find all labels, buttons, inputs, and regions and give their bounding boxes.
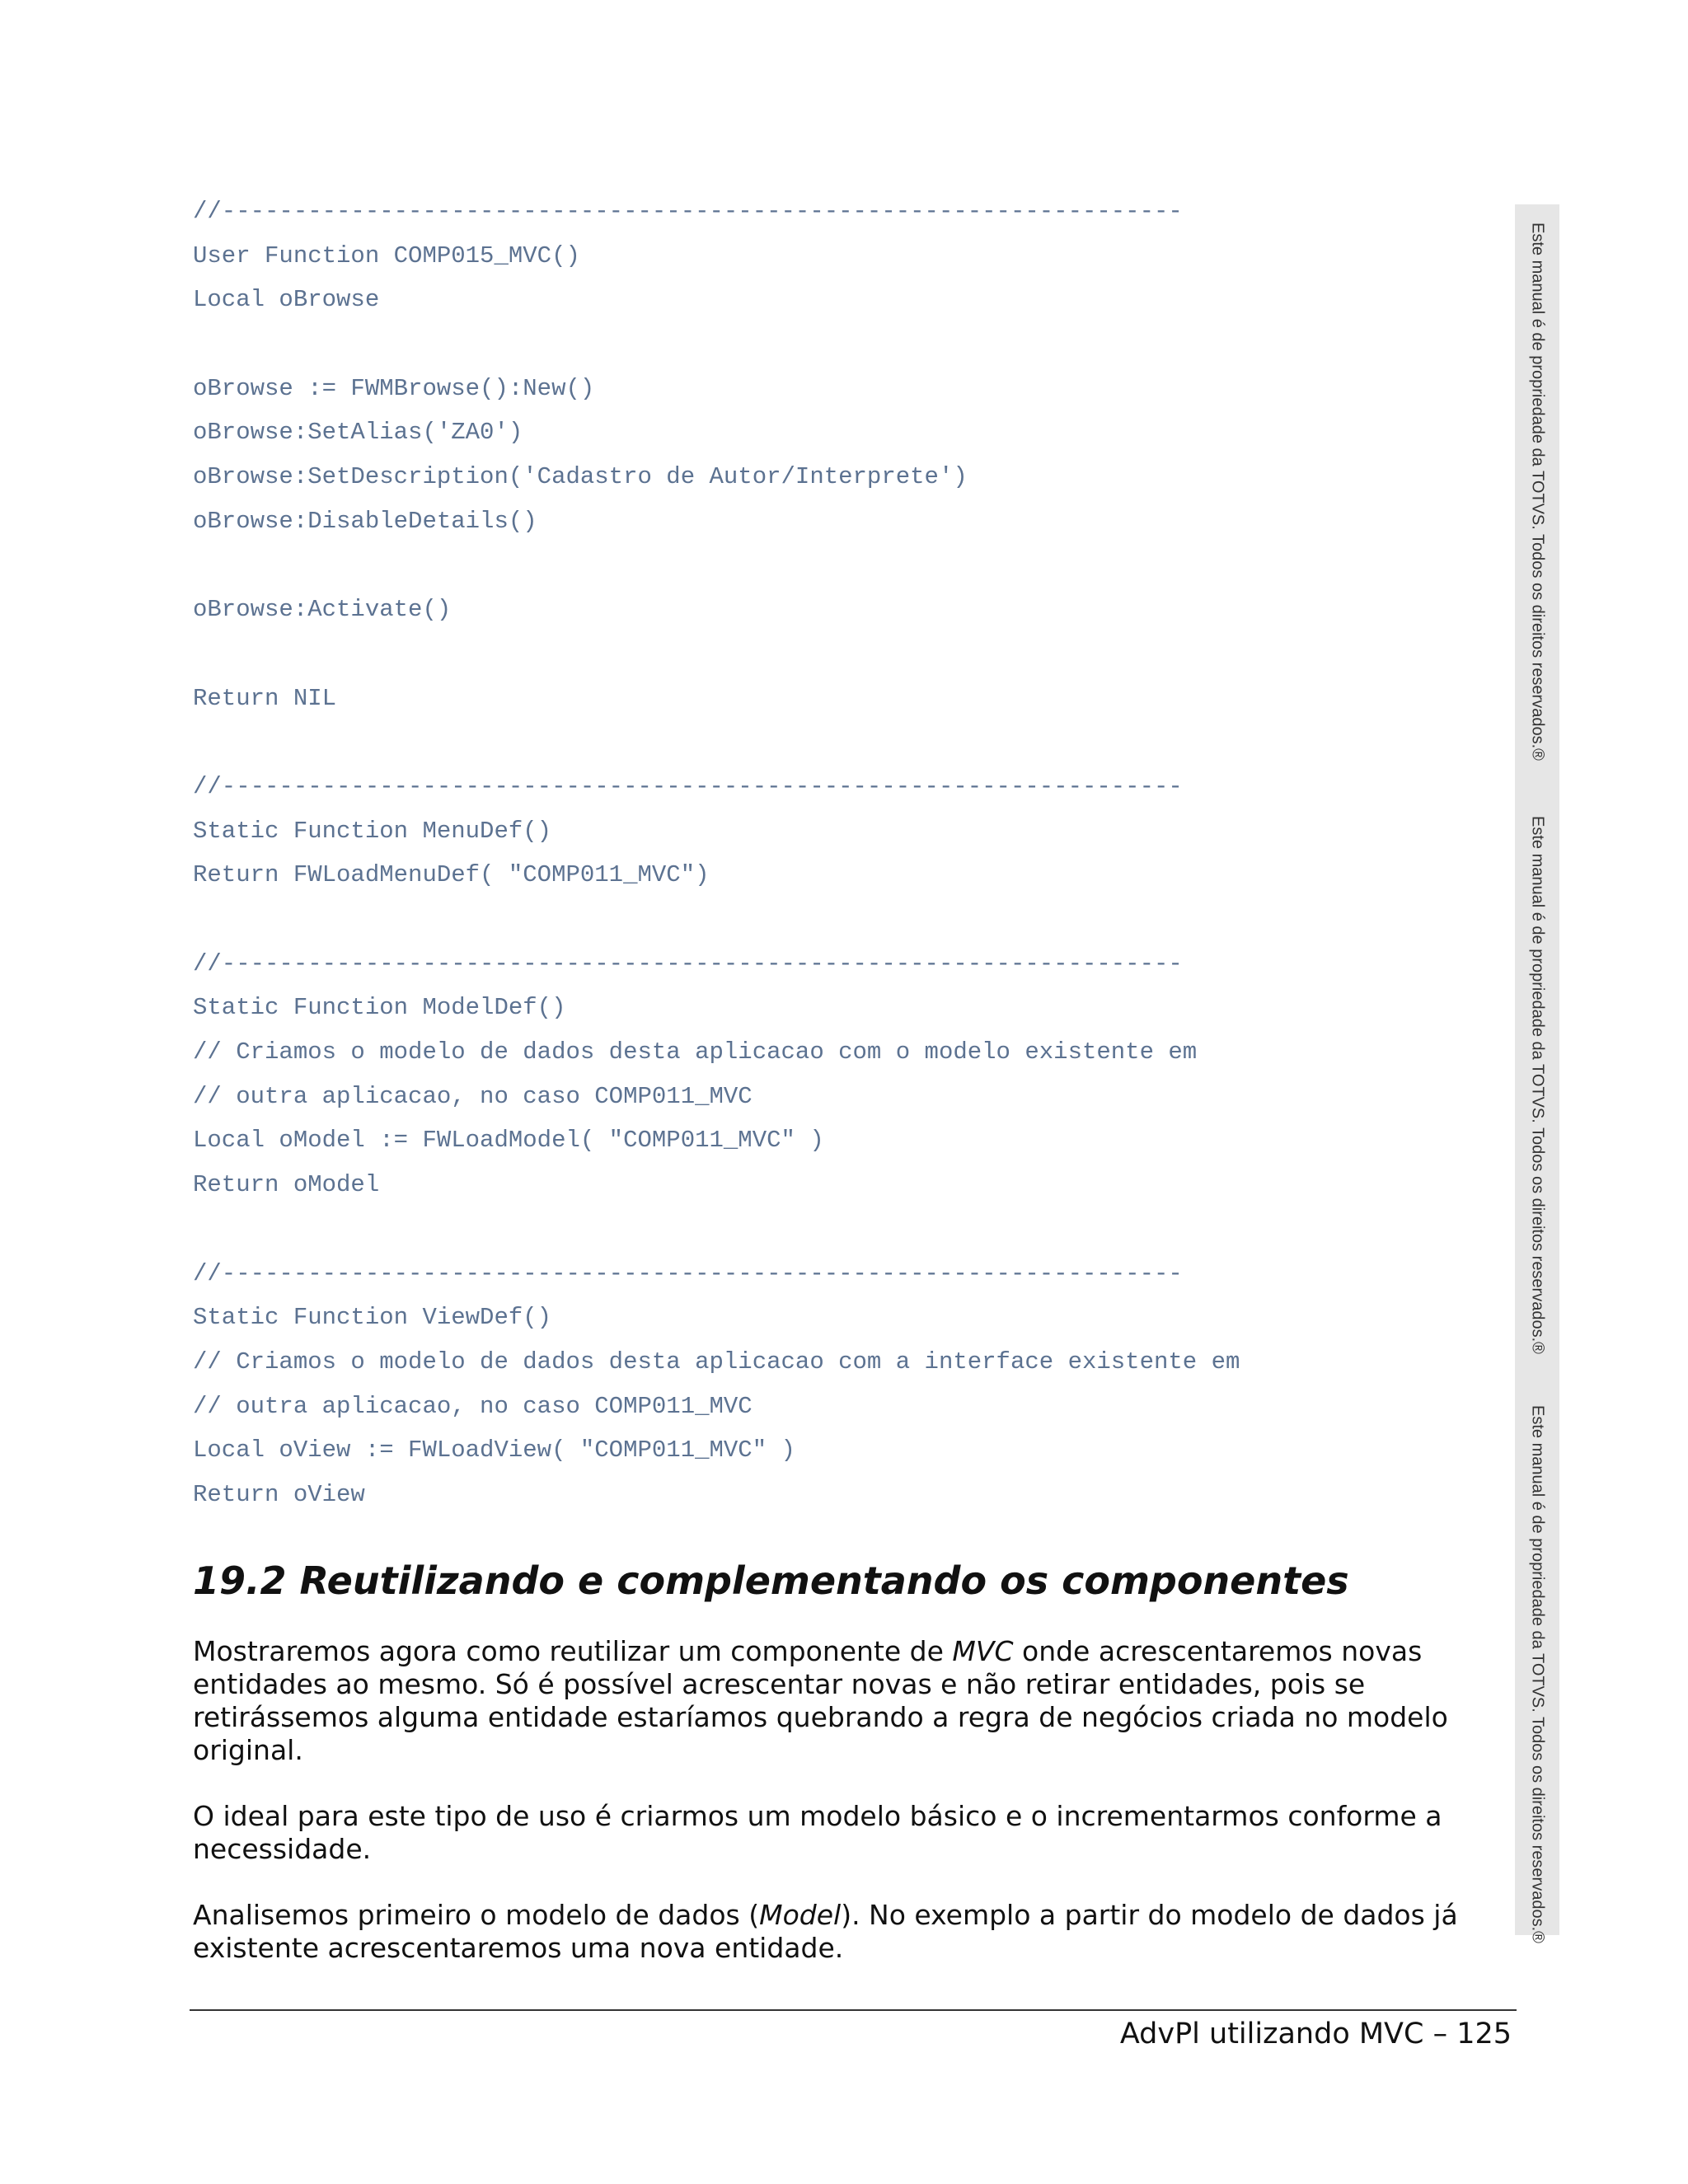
code-line: //------------------------------------------------------------------- — [193, 772, 1183, 800]
code-line: // outra aplicacao, no caso COMP011_MVC — [193, 1082, 753, 1110]
code-line: oBrowse:Activate() — [193, 596, 452, 624]
code-line: // Criamos o modelo de dados desta aplicacao com a interface existente em — [193, 1347, 1240, 1376]
code-line: oBrowse:SetDescription('Cadastro de Autor/Interprete') — [193, 463, 968, 491]
code-line: Return NIL — [193, 684, 337, 712]
code-line: Local oModel := FWLoadModel( "COMP011_MVC" ) — [193, 1127, 824, 1155]
code-line: Return oView — [193, 1480, 365, 1508]
page-footer: AdvPl utilizando MVC – 125 — [1119, 2018, 1512, 2050]
code-line: Return FWLoadMenuDef( "COMP011_MVC") — [193, 861, 710, 889]
code-line: Local oBrowse — [193, 286, 380, 314]
code-line: Static Function ViewDef() — [193, 1304, 552, 1332]
code-listing — [193, 190, 1240, 1517]
code-line: User Function COMP015_MVC() — [193, 241, 580, 269]
code-line — [193, 720, 1240, 765]
section-heading: 19.2 Reutilizando e complementando os componentes — [193, 1558, 1349, 1603]
footer-divider — [190, 2009, 1517, 2011]
paragraph-reuse-intro — [193, 1635, 1479, 1767]
code-line: Local oView := FWLoadView( "COMP011_MVC" ) — [193, 1436, 795, 1465]
code-line: // Criamos o modelo de dados desta aplicacao com o modelo existente em — [193, 1038, 1198, 1066]
code-line: // outra aplicacao, no caso COMP011_MVC — [193, 1392, 753, 1420]
code-line: oBrowse := FWMBrowse():New() — [193, 374, 595, 402]
copyright-notice: Este manual é de propriedade da TOTVS. Todos os direitos reservados.® — [1528, 1405, 1547, 1943]
code-line — [193, 1207, 1240, 1252]
code-line: //------------------------------------------------------------------- — [193, 949, 1183, 977]
paragraph-text: O ideal para este tipo de uso é criarmos um modelo básico e o incrementarmos conforme a necessidade. — [193, 1800, 1442, 1865]
paragraph-text: onde acrescentaremos novas entidades ao mesmo. Só é possível acrescentar novas e não retirar entidades, pois se retirássemos alguma entidade estaríamos quebrando a regra de negócios criada no modelo original. — [193, 1635, 1448, 1766]
copyright-notice: Este manual é de propriedade da TOTVS. Todos os direitos reservados.® — [1528, 223, 1547, 761]
emphasis-mvc: MVC — [952, 1635, 1014, 1667]
copyright-notice: Este manual é de propriedade da TOTVS. Todos os direitos reservados.® — [1528, 816, 1547, 1354]
code-line: oBrowse:SetAlias('ZA0') — [193, 419, 523, 447]
paragraph-text: Mostraremos agora como reutilizar um componente de — [193, 1635, 953, 1667]
code-line: //------------------------------------------------------------------- — [193, 198, 1183, 225]
emphasis-model: Model — [759, 1899, 842, 1931]
code-line — [193, 544, 1240, 588]
code-line: Return oModel — [193, 1171, 380, 1199]
paragraph-text: Analisemos primeiro o modelo de dados ( — [193, 1899, 760, 1931]
paragraph-ideal-usage — [193, 1800, 1479, 1866]
code-line: //------------------------------------------------------------------- — [193, 1259, 1183, 1287]
paragraph-text: ). No exemplo a partir do modelo de dados já existente acrescentaremos uma nova entidade. — [193, 1899, 1458, 1964]
code-line — [193, 322, 1240, 367]
paragraph-model-analysis — [193, 1899, 1479, 1965]
code-line: Static Function MenuDef() — [193, 817, 552, 845]
code-line: Static Function ModelDef() — [193, 994, 566, 1022]
code-line — [193, 898, 1240, 942]
code-line — [193, 632, 1240, 677]
code-line: oBrowse:DisableDetails() — [193, 507, 537, 535]
